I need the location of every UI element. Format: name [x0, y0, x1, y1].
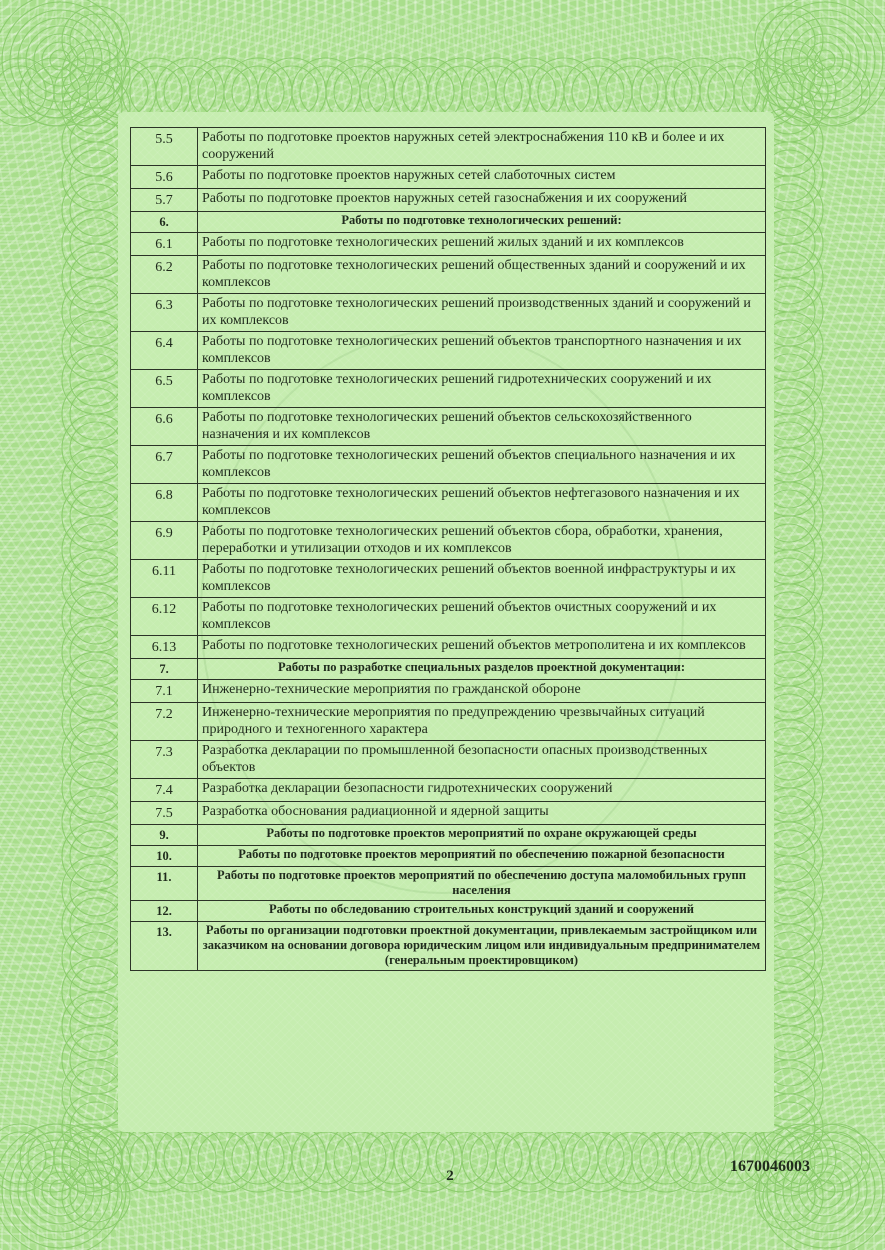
row-number: 13. — [131, 922, 198, 971]
row-number: 6.6 — [131, 408, 198, 446]
row-description: Работы по подготовке технологических решений объектов военной инфраструктуры и их комплексов — [198, 560, 766, 598]
row-number: 6.11 — [131, 560, 198, 598]
row-number: 12. — [131, 901, 198, 922]
table-row — [131, 166, 766, 189]
row-number: 5.6 — [131, 166, 198, 189]
table-row — [131, 703, 766, 741]
table-row — [131, 802, 766, 825]
row-number: 6.1 — [131, 233, 198, 256]
row-description: Работы по подготовке технологических решений: — [198, 212, 766, 233]
row-description: Разработка декларации безопасности гидротехнических сооружений — [198, 779, 766, 802]
row-number: 7.2 — [131, 703, 198, 741]
table-row — [131, 741, 766, 779]
row-description: Работы по организации подготовки проектной документации, привлекаемым застройщиком или заказчиком на основании договора юридическим лицом или индивидуальным предпринимателем (генеральным проектировщиком) — [198, 922, 766, 971]
table-row — [131, 294, 766, 332]
row-number: 7.1 — [131, 680, 198, 703]
table-row — [131, 408, 766, 446]
page-number: 2 — [446, 1168, 454, 1184]
row-description: Разработка декларации по промышленной безопасности опасных производственных объектов — [198, 741, 766, 779]
row-description: Работы по подготовке проектов наружных сетей слаботочных систем — [198, 166, 766, 189]
row-number: 7. — [131, 659, 198, 680]
table-row — [131, 128, 766, 166]
row-number: 9. — [131, 825, 198, 846]
row-number: 10. — [131, 846, 198, 867]
row-description: Работы по подготовке технологических решений объектов очистных сооружений и их комплексов — [198, 598, 766, 636]
section-heading-row — [131, 867, 766, 901]
row-description: Работы по подготовке проектов мероприятий по охране окружающей среды — [198, 825, 766, 846]
row-description: Работы по подготовке технологических решений объектов сбора, обработки, хранения, переработки и утилизации отходов и их комплексов — [198, 522, 766, 560]
section-heading-row — [131, 825, 766, 846]
row-description: Разработка обоснования радиационной и ядерной защиты — [198, 802, 766, 825]
section-heading-row — [131, 659, 766, 680]
row-number: 6.12 — [131, 598, 198, 636]
row-number: 6.4 — [131, 332, 198, 370]
row-number: 6.8 — [131, 484, 198, 522]
section-heading-row — [131, 846, 766, 867]
row-description: Работы по подготовке технологических решений жилых зданий и их комплексов — [198, 233, 766, 256]
row-description: Работы по подготовке технологических решений объектов транспортного назначения и их комплексов — [198, 332, 766, 370]
table-row — [131, 332, 766, 370]
row-description: Работы по подготовке технологических решений общественных зданий и сооружений и их комплексов — [198, 256, 766, 294]
row-number: 6.9 — [131, 522, 198, 560]
table-row — [131, 484, 766, 522]
row-description: Работы по подготовке проектов мероприятий по обеспечению пожарной безопасности — [198, 846, 766, 867]
table-row — [131, 680, 766, 703]
works-table — [130, 127, 766, 971]
table-row — [131, 636, 766, 659]
row-number: 6.7 — [131, 446, 198, 484]
table-row — [131, 560, 766, 598]
row-number: 7.5 — [131, 802, 198, 825]
row-description: Работы по подготовке технологических решений гидротехнических сооружений и их комплексов — [198, 370, 766, 408]
serial-number: 1670046003 — [730, 1158, 810, 1175]
section-heading-row — [131, 901, 766, 922]
row-description: Работы по подготовке технологических решений объектов сельскохозяйственного назначения и их комплексов — [198, 408, 766, 446]
table-row — [131, 256, 766, 294]
row-number: 7.4 — [131, 779, 198, 802]
row-description: Инженерно-технические мероприятия по гражданской обороне — [198, 680, 766, 703]
row-number: 6.3 — [131, 294, 198, 332]
row-description: Работы по обследованию строительных конструкций зданий и сооружений — [198, 901, 766, 922]
row-description: Работы по подготовке проектов наружных сетей электроснабжения 110 кВ и более и их сооружений — [198, 128, 766, 166]
section-heading-row — [131, 922, 766, 971]
row-number: 6. — [131, 212, 198, 233]
table-row — [131, 598, 766, 636]
row-description: Работы по подготовке проектов мероприятий по обеспечению доступа маломобильных групп населения — [198, 867, 766, 901]
row-number: 6.13 — [131, 636, 198, 659]
row-number: 7.3 — [131, 741, 198, 779]
row-description: Работы по подготовке проектов наружных сетей газоснабжения и их сооружений — [198, 189, 766, 212]
table-row — [131, 522, 766, 560]
row-description: Работы по разработке специальных разделов проектной документации: — [198, 659, 766, 680]
table-row — [131, 446, 766, 484]
row-description: Инженерно-технические мероприятия по предупреждению чрезвычайных ситуаций природного и техногенного характера — [198, 703, 766, 741]
row-description: Работы по подготовке технологических решений производственных зданий и сооружений и их комплексов — [198, 294, 766, 332]
row-description: Работы по подготовке технологических решений объектов нефтегазового назначения и их комплексов — [198, 484, 766, 522]
row-number: 6.5 — [131, 370, 198, 408]
table-row — [131, 370, 766, 408]
row-description: Работы по подготовке технологических решений объектов специального назначения и их комплексов — [198, 446, 766, 484]
row-number: 11. — [131, 867, 198, 901]
table-row — [131, 189, 766, 212]
table-row — [131, 779, 766, 802]
section-heading-row — [131, 212, 766, 233]
row-description: Работы по подготовке технологических решений объектов метрополитена и их комплексов — [198, 636, 766, 659]
row-number: 6.2 — [131, 256, 198, 294]
row-number: 5.5 — [131, 128, 198, 166]
row-number: 5.7 — [131, 189, 198, 212]
table-row — [131, 233, 766, 256]
